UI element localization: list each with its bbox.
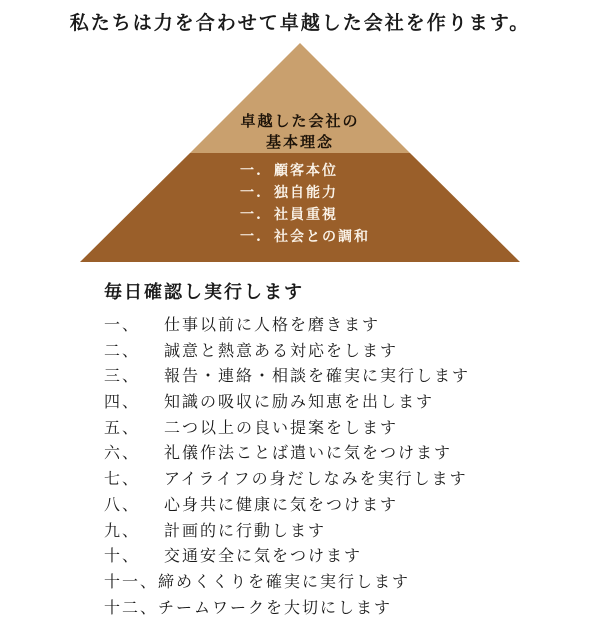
principle-number: 一. bbox=[240, 207, 263, 223]
rule-text: チームワークを大切にします bbox=[158, 597, 393, 617]
daily-rules-list bbox=[104, 312, 470, 620]
principle-number: 一. bbox=[240, 163, 263, 179]
rule-text: 交通安全に気をつけます bbox=[164, 546, 363, 566]
rule-item bbox=[104, 415, 470, 441]
rule-number: 五、 bbox=[104, 417, 141, 437]
rule-text: 締めくくりを確実に実行します bbox=[158, 571, 411, 591]
page-headline: 私たちは力を合わせて卓越した会社を作ります。 bbox=[69, 12, 531, 34]
principle-text: 顧客本位 bbox=[274, 163, 338, 179]
principles-list bbox=[240, 160, 370, 248]
rule-text: 礼儀作法ことば遣いに気をつけます bbox=[164, 443, 453, 463]
rule-item bbox=[104, 312, 470, 338]
rule-number: 十二、 bbox=[104, 597, 159, 617]
principle-number: 一. bbox=[240, 185, 263, 201]
rule-item bbox=[104, 466, 470, 492]
daily-heading: 毎日確認し実行します bbox=[104, 282, 304, 303]
rule-text: アイライフの身だしなみを実行します bbox=[164, 469, 468, 489]
rule-number: 三、 bbox=[104, 366, 141, 386]
rule-item bbox=[104, 389, 470, 415]
rule-number: 八、 bbox=[104, 494, 141, 514]
principle-item bbox=[240, 226, 370, 248]
rule-item bbox=[104, 595, 470, 621]
rule-text: 報告・連絡・相談を確実に実行します bbox=[164, 366, 471, 386]
rule-text: 心身共に健康に気をつけます bbox=[164, 494, 399, 514]
rule-number: 十一、 bbox=[104, 571, 159, 591]
rule-text: 仕事以前に人格を磨きます bbox=[164, 315, 381, 334]
principle-text: 社員重視 bbox=[274, 207, 338, 223]
pyramid-title-line2: 基本理念 bbox=[265, 133, 334, 151]
principle-text: 独自能力 bbox=[274, 185, 338, 201]
principle-item bbox=[240, 204, 370, 226]
pyramid-title-line1: 卓越した会社の bbox=[240, 112, 360, 130]
principle-text: 社会との調和 bbox=[274, 229, 370, 245]
rule-item bbox=[104, 492, 470, 518]
rule-item bbox=[104, 338, 470, 364]
principle-item bbox=[240, 160, 370, 182]
rule-number: 一、 bbox=[104, 315, 141, 334]
principle-item bbox=[240, 182, 370, 204]
rule-number: 十、 bbox=[104, 546, 141, 566]
rule-item bbox=[104, 569, 470, 595]
rule-number: 六、 bbox=[104, 443, 141, 463]
rule-number: 二、 bbox=[104, 340, 141, 360]
rule-item bbox=[104, 363, 470, 389]
rule-item bbox=[104, 440, 470, 466]
rule-item bbox=[104, 518, 470, 544]
principle-number: 一. bbox=[240, 229, 263, 245]
rule-text: 二つ以上の良い提案をします bbox=[164, 417, 399, 437]
rule-number: 九、 bbox=[104, 520, 141, 540]
rule-number: 七、 bbox=[104, 469, 141, 489]
rule-number: 四、 bbox=[104, 392, 141, 412]
rule-text: 知識の吸収に励み知恵を出します bbox=[164, 392, 435, 412]
rule-text: 計画的に行動します bbox=[164, 520, 327, 540]
rule-text: 誠意と熱意ある対応をします bbox=[164, 340, 399, 360]
rule-item bbox=[104, 543, 470, 569]
